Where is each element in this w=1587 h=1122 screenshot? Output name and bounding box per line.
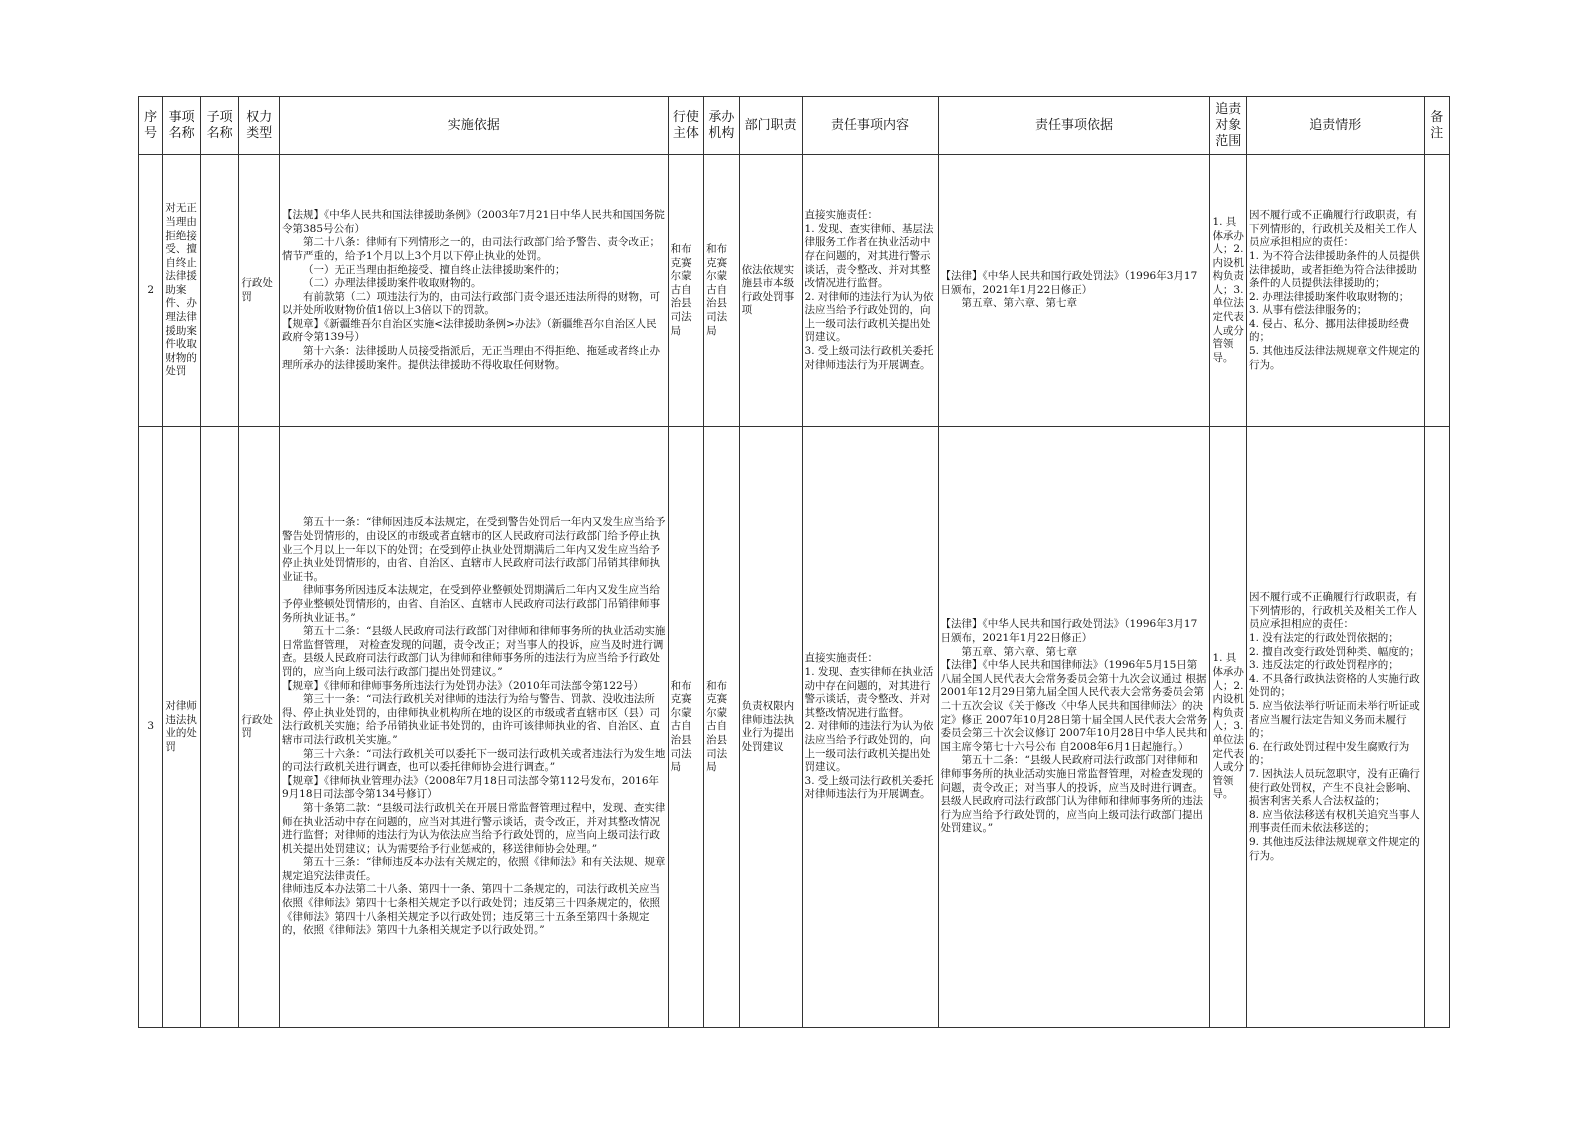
subject-cell: 和布克赛尔蒙古自治县司法局 (668, 427, 704, 1028)
case-line: 2. 擅自改变行政处罚种类、幅度的； (1248, 645, 1420, 658)
cases-cell (1246, 155, 1424, 427)
basis-line: 律师违反本办法第二十八条、第四十一条、第四十二条规定的，司法行政机关应当依照《律师法》第四十七条相关规定予以行政处罚；违反第三十四条规定的，依照《律师法》第四十八条相关规定予以行政处罚；违反第三十五条至第四十条规定的，依照《律师法》第四十九条相关规定予以行政处罚。” (282, 883, 660, 937)
case-line: 3. 从事有偿法律服务的； (1248, 304, 1368, 317)
resp-basis-line: 第五十二条：“县级人民政府司法行政部门对律师和律师事务所的执业活动实施日常监督管理，对检查发现的问题，责令改正；对当事人的投诉，应当及时进行调查。县级人民政府司法行政部门认为律师和律师事务所的违法行为应当给予行政处罚的，应当向上级司法行政部门提出处罚建议。” (940, 754, 1203, 835)
case-line: 6. 在行政处罚过程中发生腐败行为的； (1248, 740, 1410, 767)
header-seq: 序号 (139, 97, 163, 155)
basis-line: 第五十二条：“县级人民政府司法行政部门对律师和律师事务所的执业活动实施日常监督管理， 对检查发现的问题，责令改正；对当事人的投诉，应当及时进行调查。县级人民政府司法行政部门认为律师和律师事务所的违法行为应当给予行政处罚的，应当向上级司法行政部门提出处罚建议。” (282, 625, 666, 678)
seq-cell: 2 (139, 155, 163, 427)
basis-line: 第五十三条：“律师违反本办法有关规定的，依照《律师法》和有关法规、规章规定追究法律责任。 (282, 856, 666, 882)
header-row (139, 97, 1450, 155)
resp-basis-line: 【法律】《中华人民共和国行政处罚法》（1996年3月17日颁布，2021年1月22日修正） (940, 270, 1198, 296)
note-cell (1424, 155, 1449, 427)
basis-line: 第十条第二款：“县级司法行政机关在开展日常监督管理过程中，发现、查实律师在执业活动中存在问题的，应当对其进行警示谈话，责令改正，并对其整改情况进行监督；对律师的违法行为认为依法应当给予行政处罚的，应当向上级司法行政机关提出处罚建议；认为需要给予行业惩戒的，移送律师协会处理。” (282, 801, 666, 855)
basis-line: 律师事务所因违反本法规定，在受到停业整顿处罚期满后二年内又发生应当给予停业整顿处罚情形的，由省、自治区、直辖市人民政府司法行政部门吊销律师事务所执业证书。” (282, 584, 660, 624)
scope-cell: 1. 具体承办人；2. 内设机构负责人；3. 单位法定代表人或分管领导。 (1210, 427, 1247, 1028)
duty-cell: 依法依规实施县市本级行政处罚事项 (739, 155, 802, 427)
resp-basis-line: 第五章、第六章、第七章 (961, 645, 1077, 658)
basis-line: 第二十八条：律师有下列情形之一的，由司法行政部门给予警告、责令改正；情节严重的，给予1个月以上3个月以下停止执业的处罚。 (282, 236, 660, 262)
resp-line: 3. 受上级司法行政机关委托对律师违法行为开展调查。 (804, 774, 934, 801)
table-row (139, 155, 1450, 427)
resp-content-cell (802, 155, 938, 427)
basis-line: 【规章】《律师执业管理办法》（2008年7月18日司法部令第112号发布，2016年9月18日司法部令第134号修订） (282, 774, 660, 801)
basis-line: （二）办理法律援助案件收取财物的。 (303, 277, 482, 290)
basis-line: 有前款第（二）项违法行为的，由司法行政部门责令退还违法所得的财物，可以并处所收财物价值1倍以上3倍以下的罚款。 (282, 290, 660, 317)
sub-item-cell (200, 155, 239, 427)
case-line: 2. 办理法律援助案件收取财物的； (1248, 290, 1410, 303)
case-line: 因不履行或不正确履行行政职责，有下列情形的，行政机关及相关工作人员应承担相应的责任： (1248, 591, 1417, 631)
item-name-cell: 对无正当理由拒绝接受、擅自终止法律援助案件、办理法律援助案件收取财物的处罚 (163, 155, 201, 427)
note-cell (1424, 427, 1449, 1028)
header-subject: 行使主体 (668, 97, 704, 155)
resp-basis-line: 【法律】《中华人民共和国律师法》（1996年5月15日第八届全国人民代表大会常务委员会第十九次会议通过 根据2001年12月29日第九届全国人民代表大会常务委员会第二十五次会议《关于修改〈中华人民共和国律师法〉的决定》修正 2007年10月28日第十届全国人民代表大会常务委员会第三十次会议修订 2007年10月28日中华人民共和国主席令第七十六号公布 自2008年6月1日起施行。） (940, 659, 1208, 753)
resp-line: 直接实施责任： (804, 209, 879, 222)
header-basis: 实施依据 (280, 97, 669, 155)
scope-cell: 1. 具体承办人；2. 内设机构负责人；3. 单位法定代表人或分管领导。 (1210, 155, 1247, 427)
subject-cell: 和布克赛尔蒙古自治县司法局 (668, 155, 704, 427)
basis-line: 第三十一条：“司法行政机关对律师的违法行为给与警告、罚款、没收违法所得、停止执业处罚的，由律师执业机构所在地的设区的市级或者直辖市区（县）司法行政机关实施；给予吊销执业证书处罚的，由许可该律师执业的省、自治区、直辖市司法行政机关实施。” (282, 693, 660, 746)
case-line: 因不履行或不正确履行行政职责，有下列情形的，行政机关及相关工作人员应承担相应的责任： (1248, 209, 1417, 249)
cases-cell (1246, 427, 1424, 1028)
basis-line: 【规章】《新疆维吾尔自治区实施<法律援助条例>办法》（新疆维吾尔自治区人民政府令第139号） (282, 317, 657, 344)
basis-line: 第三十六条：“司法行政机关可以委托下一级司法行政机关或者违法行为发生地的司法行政机关进行调查，也可以委托律师协会进行调查。” (282, 747, 666, 774)
header-resp-content: 责任事项内容 (802, 97, 938, 155)
resp-line: 2. 对律师的违法行为认为依法应当给予行政处罚的，向上一级司法行政机关提出处罚建议。 (804, 720, 934, 774)
agency-cell: 和布克赛尔蒙古自治县司法局 (704, 427, 740, 1028)
case-line: 1. 没有法定的行政处罚依据的； (1248, 632, 1399, 644)
basis-line: 【规章】《律师和律师事务所违法行为处罚办法》（2010年司法部令第122号） (282, 679, 644, 692)
seq-cell: 3 (139, 427, 163, 1028)
header-note: 备注 (1424, 97, 1449, 155)
resp-content-cell (802, 427, 938, 1028)
case-line: 8. 应当依法移送有权机关追究当事人刑事责任而未依法移送的； (1248, 808, 1420, 835)
case-line: 1. 为不符合法律援助条件的人员提供法律援助，或者拒绝为符合法律援助条件的人员提供法律援助的； (1248, 249, 1420, 290)
header-scope: 追责对象范围 (1210, 97, 1247, 155)
agency-cell: 和布克赛尔蒙古自治县司法局 (704, 155, 740, 427)
resp-line: 2. 对律师的违法行为认为依法应当给予行政处罚的，向上一级司法行政机关提出处罚建议。 (804, 290, 934, 344)
header-item-name: 事项名称 (163, 97, 201, 155)
resp-line: 3. 受上级司法行政机关委托对律师违法行为开展调查。 (804, 345, 934, 371)
resp-basis-cell (938, 427, 1210, 1028)
header-sub-item: 子项名称 (200, 97, 239, 155)
header-power-type: 权力类型 (239, 97, 280, 155)
resp-basis-cell (938, 155, 1210, 427)
power-type-cell: 行政处罚 (239, 427, 280, 1028)
basis-cell (280, 427, 669, 1028)
header-resp-basis: 责任事项依据 (938, 97, 1210, 155)
case-line: 4. 不具备行政执法资格的人实施行政处罚的； (1248, 672, 1420, 699)
header-cases: 追责情形 (1246, 97, 1424, 155)
case-line: 4. 侵占、私分、挪用法律援助经费的； (1248, 317, 1410, 344)
case-line: 5. 应当依法举行听证而未举行听证或者应当履行法定告知义务而未履行的； (1248, 699, 1420, 740)
basis-cell (280, 155, 669, 427)
basis-line: 第五十一条：“律师因违反本法规定，在受到警告处罚后一年内又发生应当给予警告处罚情形的，由设区的市级或者直辖市的区人民政府司法行政部门给予停止执业三个月以上一年以下的处罚；在受到停止执业处罚期满后二年内又发生应当给予停止执业处罚情形的，由省、自治区、直辖市人民政府司法行政部门吊销其律师执业证书。 (282, 516, 666, 583)
header-duty: 部门职责 (739, 97, 802, 155)
basis-line: 【法规】《中华人民共和国法律援助条例》（2003年7月21日中华人民共和国国务院令第385号公布） (282, 209, 665, 235)
case-line: 9. 其他违反法律法规规章文件规定的行为。 (1248, 835, 1420, 862)
responsibility-table (138, 96, 1450, 1028)
case-line: 5. 其他违反法律法规规章文件规定的行为。 (1248, 345, 1420, 371)
resp-line: 直接实施责任： (804, 652, 879, 665)
duty-cell: 负责权限内律师违法执业行为提出处罚建议 (739, 427, 802, 1028)
sub-item-cell (200, 427, 239, 1028)
resp-line: 1. 发现、查实律师、基层法律服务工作者在执业活动中存在问题的，对其进行警示谈话，责令整改、并对其整改情况进行监督。 (804, 222, 934, 290)
case-line: 7. 因执法人员玩忽职守，没有正确行使行政处罚权，产生不良社会影响、损害利害关系人合法权益的； (1248, 767, 1420, 808)
basis-line: 第十六条：法律援助人员接受指派后，无正当理由不得拒绝、拖延或者终止办理所承办的法律援助案件。提供法律援助不得收取任何财物。 (282, 345, 660, 371)
item-name-cell: 对律师违法执业的处罚 (163, 427, 201, 1028)
case-line: 3. 违反法定的行政处罚程序的； (1248, 659, 1399, 672)
resp-line: 1. 发现、查实律师在执业活动中存在问题的，对其进行警示谈话，责令整改、并对其整改情况进行监督。 (804, 665, 934, 719)
header-agency: 承办机构 (704, 97, 740, 155)
resp-basis-line: 第五章、第六章、第七章 (961, 297, 1077, 310)
basis-line: （一）无正当理由拒绝接受、擅自终止法律援助案件的； (303, 263, 566, 276)
table-row (139, 427, 1450, 1028)
resp-basis-line: 【法律】《中华人民共和国行政处罚法》（1996年3月17日颁布，2021年1月22日修正） (940, 618, 1198, 644)
power-type-cell: 行政处罚 (239, 155, 280, 427)
